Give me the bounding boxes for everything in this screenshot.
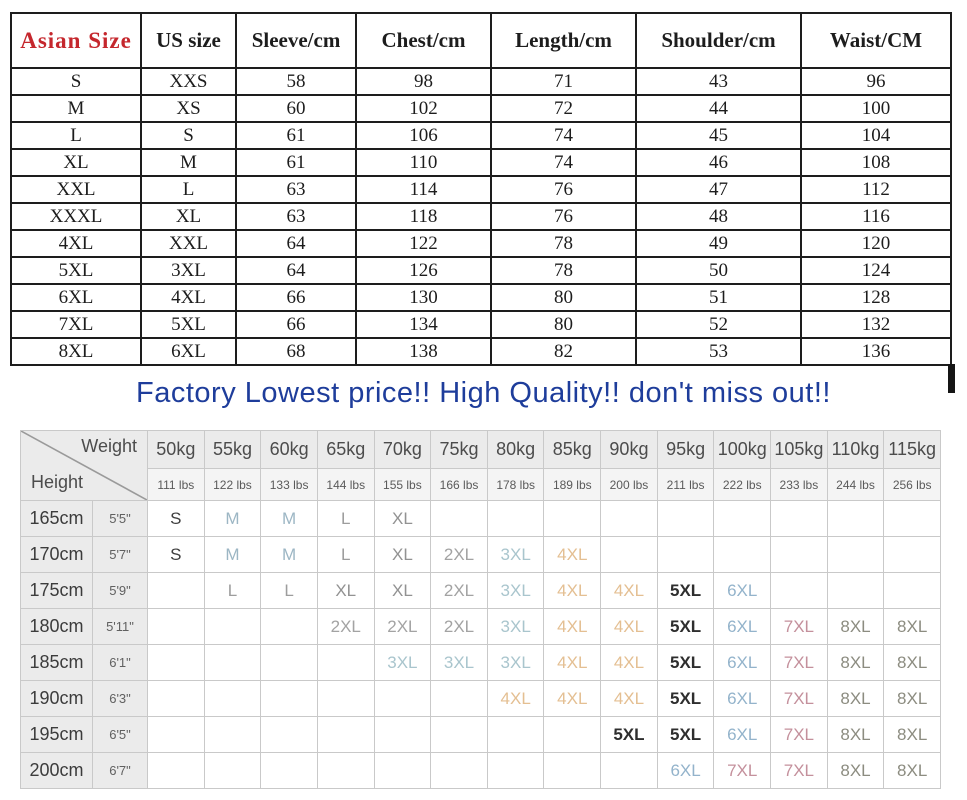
size-table-cell: 46 bbox=[636, 149, 801, 176]
weight-lbs-header: 133 lbs bbox=[261, 469, 318, 501]
recommended-size-cell bbox=[148, 645, 205, 681]
recommended-size-cell: 3XL bbox=[487, 537, 544, 573]
recommended-size-cell bbox=[544, 753, 601, 789]
size-table-cell: 7XL bbox=[11, 311, 141, 338]
recommended-size-cell: 4XL bbox=[487, 681, 544, 717]
weight-kg-header: 60kg bbox=[261, 431, 318, 469]
recommended-size-cell: 4XL bbox=[544, 645, 601, 681]
size-table-cell: 3XL bbox=[141, 257, 236, 284]
size-table-cell: XL bbox=[11, 149, 141, 176]
recommended-size-cell bbox=[827, 573, 884, 609]
size-table-header-row bbox=[11, 13, 951, 68]
size-table-cell: 132 bbox=[801, 311, 951, 338]
recommended-size-cell bbox=[148, 609, 205, 645]
recommended-size-cell: 5XL bbox=[657, 681, 714, 717]
recommended-size-cell bbox=[657, 501, 714, 537]
recommended-size-cell bbox=[771, 537, 828, 573]
size-table-cell: 66 bbox=[236, 311, 356, 338]
recommended-size-cell: 3XL bbox=[431, 645, 488, 681]
size-table-cell: 74 bbox=[491, 122, 636, 149]
weight-lbs-header: 166 lbs bbox=[431, 469, 488, 501]
size-table-header: Asian Size bbox=[11, 13, 141, 68]
recommended-size-cell: 7XL bbox=[714, 753, 771, 789]
weight-kg-header: 100kg bbox=[714, 431, 771, 469]
size-table-cell: 100 bbox=[801, 95, 951, 122]
height-ft-cell: 5'9" bbox=[93, 573, 148, 609]
recommended-size-cell bbox=[884, 573, 941, 609]
height-cm-cell: 175cm bbox=[21, 573, 93, 609]
size-table-cell: 64 bbox=[236, 230, 356, 257]
size-table-cell: 50 bbox=[636, 257, 801, 284]
recommended-size-cell: M bbox=[204, 501, 261, 537]
recommended-size-cell bbox=[657, 537, 714, 573]
size-table-header: Waist/CM bbox=[801, 13, 951, 68]
size-table-cell: 118 bbox=[356, 203, 491, 230]
size-table-cell: 51 bbox=[636, 284, 801, 311]
size-table-cell: 49 bbox=[636, 230, 801, 257]
corner-height-label: Height bbox=[31, 472, 84, 492]
matrix-row bbox=[21, 753, 941, 789]
recommended-size-cell: 4XL bbox=[601, 609, 658, 645]
size-table-cell: 63 bbox=[236, 176, 356, 203]
size-table-row bbox=[11, 311, 951, 338]
recommended-size-cell: 5XL bbox=[657, 609, 714, 645]
size-table-cell: S bbox=[11, 68, 141, 95]
recommended-size-cell bbox=[204, 609, 261, 645]
size-table-cell: 61 bbox=[236, 122, 356, 149]
recommended-size-cell: 6XL bbox=[714, 717, 771, 753]
recommended-size-cell: 5XL bbox=[601, 717, 658, 753]
recommended-size-cell bbox=[487, 753, 544, 789]
height-cm-cell: 200cm bbox=[21, 753, 93, 789]
size-table-cell: 104 bbox=[801, 122, 951, 149]
size-table-body bbox=[11, 68, 951, 365]
height-cm-cell: 185cm bbox=[21, 645, 93, 681]
recommended-size-cell: 8XL bbox=[884, 609, 941, 645]
weight-kg-header: 105kg bbox=[771, 431, 828, 469]
size-table-cell: 96 bbox=[801, 68, 951, 95]
size-table-cell: 116 bbox=[801, 203, 951, 230]
size-table-cell: 108 bbox=[801, 149, 951, 176]
recommended-size-cell: S bbox=[148, 537, 205, 573]
height-cm-cell: 170cm bbox=[21, 537, 93, 573]
recommended-size-cell: L bbox=[261, 573, 318, 609]
size-table-row bbox=[11, 284, 951, 311]
recommended-size-cell: 3XL bbox=[487, 573, 544, 609]
recommended-size-cell bbox=[431, 717, 488, 753]
size-table-cell: 128 bbox=[801, 284, 951, 311]
recommended-size-cell: 6XL bbox=[714, 681, 771, 717]
recommended-size-cell: 2XL bbox=[431, 609, 488, 645]
recommended-size-cell: 2XL bbox=[431, 537, 488, 573]
weight-lbs-header: 256 lbs bbox=[884, 469, 941, 501]
recommended-size-cell bbox=[827, 501, 884, 537]
size-table-cell: 60 bbox=[236, 95, 356, 122]
size-table-cell: 66 bbox=[236, 284, 356, 311]
height-ft-cell: 5'7" bbox=[93, 537, 148, 573]
height-weight-matrix bbox=[20, 430, 941, 789]
recommended-size-cell bbox=[771, 573, 828, 609]
recommended-size-cell: XL bbox=[374, 501, 431, 537]
recommended-size-cell bbox=[148, 753, 205, 789]
weight-lbs-header: 111 lbs bbox=[148, 469, 205, 501]
size-table-cell: 80 bbox=[491, 311, 636, 338]
size-table-cell: 130 bbox=[356, 284, 491, 311]
recommended-size-cell bbox=[544, 717, 601, 753]
recommended-size-cell: XL bbox=[374, 573, 431, 609]
size-table-cell: M bbox=[11, 95, 141, 122]
recommended-size-cell bbox=[374, 717, 431, 753]
size-table-row bbox=[11, 95, 951, 122]
height-cm-cell: 195cm bbox=[21, 717, 93, 753]
weight-kg-header: 85kg bbox=[544, 431, 601, 469]
recommended-size-cell bbox=[487, 501, 544, 537]
size-table-cell: 112 bbox=[801, 176, 951, 203]
recommended-size-cell bbox=[374, 753, 431, 789]
weight-lbs-header: 200 lbs bbox=[601, 469, 658, 501]
weight-lbs-header: 222 lbs bbox=[714, 469, 771, 501]
height-cm-cell: 190cm bbox=[21, 681, 93, 717]
edge-mark bbox=[948, 364, 955, 393]
size-table-cell: 6XL bbox=[11, 284, 141, 311]
recommended-size-cell: 7XL bbox=[771, 753, 828, 789]
weight-kg-header: 110kg bbox=[827, 431, 884, 469]
size-table-cell: 74 bbox=[491, 149, 636, 176]
height-cm-cell: 165cm bbox=[21, 501, 93, 537]
recommended-size-cell bbox=[261, 609, 318, 645]
recommended-size-cell bbox=[261, 681, 318, 717]
recommended-size-cell bbox=[317, 717, 374, 753]
size-table-cell: M bbox=[141, 149, 236, 176]
weight-kg-header: 75kg bbox=[431, 431, 488, 469]
recommended-size-cell bbox=[261, 753, 318, 789]
recommended-size-cell bbox=[204, 681, 261, 717]
height-ft-cell: 5'11" bbox=[93, 609, 148, 645]
recommended-size-cell bbox=[431, 501, 488, 537]
size-table-cell: 6XL bbox=[141, 338, 236, 365]
recommended-size-cell: 4XL bbox=[544, 609, 601, 645]
size-table-cell: XXS bbox=[141, 68, 236, 95]
recommended-size-cell: 5XL bbox=[657, 645, 714, 681]
size-table-cell: 114 bbox=[356, 176, 491, 203]
size-table-cell: 106 bbox=[356, 122, 491, 149]
size-table-cell: 58 bbox=[236, 68, 356, 95]
recommended-size-cell bbox=[601, 753, 658, 789]
recommended-size-cell: 2XL bbox=[431, 573, 488, 609]
size-table-header: Length/cm bbox=[491, 13, 636, 68]
matrix-row bbox=[21, 573, 941, 609]
size-table-cell: 122 bbox=[356, 230, 491, 257]
size-table-row bbox=[11, 149, 951, 176]
weight-lbs-header: 144 lbs bbox=[317, 469, 374, 501]
size-table-cell: 47 bbox=[636, 176, 801, 203]
weight-kg-header: 70kg bbox=[374, 431, 431, 469]
recommended-size-cell: L bbox=[317, 537, 374, 573]
size-table-cell: 71 bbox=[491, 68, 636, 95]
matrix-lbs-row bbox=[21, 469, 941, 501]
recommended-size-cell: S bbox=[148, 501, 205, 537]
recommended-size-cell bbox=[771, 501, 828, 537]
size-table-cell: 4XL bbox=[141, 284, 236, 311]
size-table-cell: 76 bbox=[491, 176, 636, 203]
recommended-size-cell: 8XL bbox=[884, 645, 941, 681]
size-table-row bbox=[11, 338, 951, 365]
recommended-size-cell: 5XL bbox=[657, 573, 714, 609]
size-table-cell: XS bbox=[141, 95, 236, 122]
recommended-size-cell bbox=[714, 537, 771, 573]
recommended-size-cell: 2XL bbox=[374, 609, 431, 645]
size-table-cell: XXL bbox=[11, 176, 141, 203]
corner-weight-label: Weight bbox=[81, 436, 137, 456]
size-table-row bbox=[11, 68, 951, 95]
size-table-cell: 134 bbox=[356, 311, 491, 338]
size-table-cell: 136 bbox=[801, 338, 951, 365]
recommended-size-cell: 3XL bbox=[487, 645, 544, 681]
size-table-header: Chest/cm bbox=[356, 13, 491, 68]
recommended-size-cell bbox=[884, 501, 941, 537]
size-table-cell: 45 bbox=[636, 122, 801, 149]
size-table-cell: 44 bbox=[636, 95, 801, 122]
size-table-cell: 63 bbox=[236, 203, 356, 230]
recommended-size-cell bbox=[374, 681, 431, 717]
size-table-header: Sleeve/cm bbox=[236, 13, 356, 68]
recommended-size-cell: 4XL bbox=[544, 573, 601, 609]
recommended-size-cell: 8XL bbox=[884, 717, 941, 753]
weight-kg-header: 95kg bbox=[657, 431, 714, 469]
size-table-cell: 64 bbox=[236, 257, 356, 284]
recommended-size-cell: M bbox=[261, 501, 318, 537]
size-table-cell: 76 bbox=[491, 203, 636, 230]
recommended-size-cell: 7XL bbox=[771, 717, 828, 753]
matrix-body bbox=[21, 501, 941, 789]
size-table-cell: 78 bbox=[491, 230, 636, 257]
recommended-size-cell bbox=[148, 573, 205, 609]
weight-lbs-header: 189 lbs bbox=[544, 469, 601, 501]
recommended-size-cell bbox=[261, 717, 318, 753]
recommended-size-cell: 8XL bbox=[827, 753, 884, 789]
size-table-header: Shoulder/cm bbox=[636, 13, 801, 68]
size-table-row bbox=[11, 203, 951, 230]
size-table-cell: 61 bbox=[236, 149, 356, 176]
recommended-size-cell: 4XL bbox=[601, 681, 658, 717]
recommended-size-cell: 4XL bbox=[544, 681, 601, 717]
weight-lbs-header: 244 lbs bbox=[827, 469, 884, 501]
size-table-cell: XXXL bbox=[11, 203, 141, 230]
size-table-header: US size bbox=[141, 13, 236, 68]
matrix-row bbox=[21, 609, 941, 645]
weight-lbs-header: 211 lbs bbox=[657, 469, 714, 501]
matrix-kg-row bbox=[21, 431, 941, 469]
recommended-size-cell bbox=[431, 681, 488, 717]
recommended-size-cell: M bbox=[204, 537, 261, 573]
recommended-size-cell: 8XL bbox=[827, 717, 884, 753]
matrix-corner-cell bbox=[21, 431, 148, 501]
size-table-cell: 138 bbox=[356, 338, 491, 365]
height-cm-cell: 180cm bbox=[21, 609, 93, 645]
recommended-size-cell: L bbox=[317, 501, 374, 537]
recommended-size-cell: 8XL bbox=[827, 609, 884, 645]
matrix-row bbox=[21, 681, 941, 717]
recommended-size-cell: 3XL bbox=[374, 645, 431, 681]
height-ft-cell: 6'3" bbox=[93, 681, 148, 717]
recommended-size-cell: 8XL bbox=[827, 681, 884, 717]
recommended-size-cell: 4XL bbox=[601, 645, 658, 681]
matrix-row bbox=[21, 537, 941, 573]
recommended-size-cell: 8XL bbox=[884, 681, 941, 717]
size-table-row bbox=[11, 230, 951, 257]
recommended-size-cell bbox=[261, 645, 318, 681]
recommended-size-cell bbox=[148, 681, 205, 717]
recommended-size-cell: 6XL bbox=[657, 753, 714, 789]
matrix-row bbox=[21, 501, 941, 537]
height-ft-cell: 6'5" bbox=[93, 717, 148, 753]
recommended-size-cell: 4XL bbox=[601, 573, 658, 609]
weight-lbs-header: 155 lbs bbox=[374, 469, 431, 501]
matrix-row bbox=[21, 717, 941, 753]
recommended-size-cell: L bbox=[204, 573, 261, 609]
height-ft-cell: 5'5" bbox=[93, 501, 148, 537]
size-table-cell: 68 bbox=[236, 338, 356, 365]
height-ft-cell: 6'7" bbox=[93, 753, 148, 789]
weight-lbs-header: 178 lbs bbox=[487, 469, 544, 501]
weight-kg-header: 65kg bbox=[317, 431, 374, 469]
recommended-size-cell: 2XL bbox=[317, 609, 374, 645]
size-table-cell: 72 bbox=[491, 95, 636, 122]
recommended-size-cell: 7XL bbox=[771, 609, 828, 645]
recommended-size-cell bbox=[601, 501, 658, 537]
recommended-size-cell bbox=[714, 501, 771, 537]
weight-lbs-header: 233 lbs bbox=[771, 469, 828, 501]
weight-kg-header: 80kg bbox=[487, 431, 544, 469]
size-table-cell: 8XL bbox=[11, 338, 141, 365]
size-table-cell: 102 bbox=[356, 95, 491, 122]
size-table-cell: 43 bbox=[636, 68, 801, 95]
size-table-cell: 120 bbox=[801, 230, 951, 257]
size-table-row bbox=[11, 122, 951, 149]
size-table-cell: 124 bbox=[801, 257, 951, 284]
size-table-row bbox=[11, 257, 951, 284]
recommended-size-cell: 7XL bbox=[771, 681, 828, 717]
recommended-size-cell bbox=[431, 753, 488, 789]
recommended-size-cell: 8XL bbox=[827, 645, 884, 681]
recommended-size-cell bbox=[317, 753, 374, 789]
recommended-size-cell bbox=[317, 681, 374, 717]
size-table-cell: XL bbox=[141, 203, 236, 230]
size-table-cell: 52 bbox=[636, 311, 801, 338]
recommended-size-cell bbox=[827, 537, 884, 573]
recommended-size-cell bbox=[884, 537, 941, 573]
size-table-cell: L bbox=[11, 122, 141, 149]
size-table-cell: 5XL bbox=[11, 257, 141, 284]
recommended-size-cell bbox=[544, 501, 601, 537]
weight-kg-header: 90kg bbox=[601, 431, 658, 469]
recommended-size-cell bbox=[317, 645, 374, 681]
weight-kg-header: 55kg bbox=[204, 431, 261, 469]
recommended-size-cell bbox=[487, 717, 544, 753]
size-table-cell: 126 bbox=[356, 257, 491, 284]
recommended-size-cell bbox=[601, 537, 658, 573]
size-table-cell: S bbox=[141, 122, 236, 149]
recommended-size-cell: 5XL bbox=[657, 717, 714, 753]
size-table-cell: 110 bbox=[356, 149, 491, 176]
recommended-size-cell: XL bbox=[374, 537, 431, 573]
promo-banner: Factory Lowest price!! High Quality!! don't miss out!! bbox=[136, 377, 831, 409]
recommended-size-cell bbox=[148, 717, 205, 753]
recommended-size-cell: 3XL bbox=[487, 609, 544, 645]
size-table-cell: 82 bbox=[491, 338, 636, 365]
size-table-cell: 5XL bbox=[141, 311, 236, 338]
recommended-size-cell: M bbox=[261, 537, 318, 573]
recommended-size-cell: 8XL bbox=[884, 753, 941, 789]
recommended-size-cell: XL bbox=[317, 573, 374, 609]
recommended-size-cell bbox=[204, 753, 261, 789]
weight-lbs-header: 122 lbs bbox=[204, 469, 261, 501]
size-table-cell: 48 bbox=[636, 203, 801, 230]
recommended-size-cell: 6XL bbox=[714, 573, 771, 609]
weight-kg-header: 50kg bbox=[148, 431, 205, 469]
recommended-size-cell bbox=[204, 645, 261, 681]
recommended-size-cell bbox=[204, 717, 261, 753]
weight-kg-header: 115kg bbox=[884, 431, 941, 469]
height-ft-cell: 6'1" bbox=[93, 645, 148, 681]
size-table-cell: 98 bbox=[356, 68, 491, 95]
size-table-cell: 78 bbox=[491, 257, 636, 284]
size-table-cell: 53 bbox=[636, 338, 801, 365]
size-table-cell: L bbox=[141, 176, 236, 203]
recommended-size-cell: 6XL bbox=[714, 645, 771, 681]
recommended-size-cell: 4XL bbox=[544, 537, 601, 573]
matrix-row bbox=[21, 645, 941, 681]
size-table-row bbox=[11, 176, 951, 203]
size-table-cell: 80 bbox=[491, 284, 636, 311]
recommended-size-cell: 6XL bbox=[714, 609, 771, 645]
asian-size-table bbox=[10, 12, 952, 366]
recommended-size-cell: 7XL bbox=[771, 645, 828, 681]
size-table-cell: XXL bbox=[141, 230, 236, 257]
size-table-cell: 4XL bbox=[11, 230, 141, 257]
